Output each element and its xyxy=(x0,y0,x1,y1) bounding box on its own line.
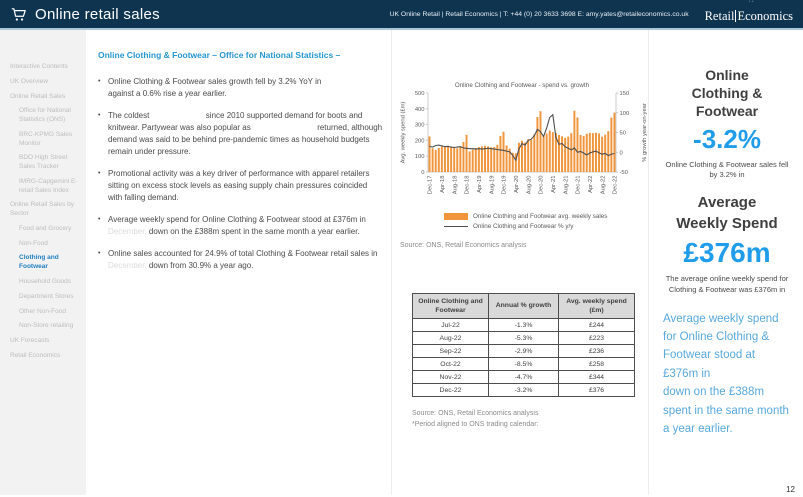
stats-title xyxy=(661,66,793,121)
table-cell: Nov-22 xyxy=(413,371,489,384)
yoy-growth-stat: -3.2% xyxy=(693,123,761,154)
avg-spend-title-line1: Average xyxy=(697,194,757,212)
svg-text:0: 0 xyxy=(619,150,623,157)
bar-series-swatch xyxy=(444,213,468,220)
sales-bar xyxy=(459,146,461,172)
svg-text:50: 50 xyxy=(619,130,626,137)
sales-bar xyxy=(543,136,545,172)
page-title: Online retail sales xyxy=(35,5,160,23)
bullet-text xyxy=(108,110,383,158)
bullet-marker: • xyxy=(98,78,101,85)
svg-text:Aug-22: Aug-22 xyxy=(600,175,607,195)
sales-bar xyxy=(576,117,578,172)
table-cell: £258 xyxy=(559,358,635,371)
sales-bar xyxy=(444,147,446,172)
chart-svg xyxy=(398,80,650,204)
text-segment: Online sales accounted for 24.9% of total Clothing & Footwear retail sales in xyxy=(108,249,378,258)
left-axis-label: Avg. weekly spend (£m) xyxy=(400,101,407,164)
logo-dots: ·· xyxy=(748,0,755,5)
sales-bar xyxy=(490,147,492,172)
highlight-paragraph xyxy=(661,310,793,439)
sidebar-item-online-retail-sales-by-sector[interactable]: Online Retail Sales by Sector xyxy=(10,201,74,218)
sidebar-nav xyxy=(0,30,86,495)
svg-text:Dec-20: Dec-20 xyxy=(538,175,545,195)
svg-text:Aug-21: Aug-21 xyxy=(563,175,570,195)
sidebar-item-imrg-capgemini-e-retail-sales-index[interactable]: IMRG-Capgemini E-retail Sales Index xyxy=(19,177,78,194)
svg-text:0: 0 xyxy=(421,170,425,176)
legend-item-sales xyxy=(444,213,644,220)
table-cell: -5.3% xyxy=(489,332,559,345)
svg-text:100: 100 xyxy=(414,154,425,161)
table-cell: Dec-22 xyxy=(413,384,489,397)
svg-text:500: 500 xyxy=(414,91,425,97)
main-text-column xyxy=(86,30,391,495)
avg-spend-title-line2: Weekly Spend xyxy=(676,214,778,232)
table-head xyxy=(413,294,635,319)
sales-bar xyxy=(429,136,431,172)
sales-bar xyxy=(533,134,535,172)
table-cell: £344 xyxy=(559,371,635,384)
table-cell: £223 xyxy=(559,332,635,345)
sidebar-item-department-stores[interactable]: Department Stores xyxy=(19,292,74,300)
sidebar-item-brc-kpmg-sales-monitor[interactable]: BRC-KPMG Sales Monitor xyxy=(19,130,73,147)
text-segment: Promotional activity was a key driver of performance with apparel retailers sitting on excess stock levels as easing supply chain pressures coincided with falling demand. xyxy=(108,169,370,202)
sales-bar xyxy=(499,136,501,172)
section-heading: Online Clothing & Footwear – Office for National Statistics – xyxy=(98,50,341,60)
svg-text:400: 400 xyxy=(414,106,425,113)
sales-bar xyxy=(435,150,437,172)
sales-bar xyxy=(447,146,449,172)
sales-bar xyxy=(456,148,458,172)
avg-spend-stat: £376m xyxy=(683,236,771,268)
sidebar-item-household-goods[interactable]: Household Goods xyxy=(19,278,72,286)
monthly-data-table xyxy=(412,293,635,397)
text-segment: down from 30.9% a year ago. xyxy=(146,261,254,270)
sales-bar xyxy=(558,135,560,172)
sidebar-item-interactive-contents[interactable]: Interactive Contents xyxy=(10,63,68,70)
bullet-marker: • xyxy=(98,216,101,223)
sidebar-item-uk-overview[interactable]: UK Overview xyxy=(10,77,48,85)
bullet-marker: • xyxy=(98,170,101,177)
table-cell: -3.2% xyxy=(489,384,559,397)
svg-text:Aug-19: Aug-19 xyxy=(489,175,496,195)
sales-bar xyxy=(610,118,612,172)
spend-vs-growth-chart xyxy=(398,80,648,209)
svg-text:Dec-18: Dec-18 xyxy=(464,175,471,195)
bullet-text xyxy=(108,214,383,238)
sales-bar xyxy=(586,134,588,172)
table-row xyxy=(413,358,635,371)
sales-bar xyxy=(527,139,529,172)
redacted-text-gap xyxy=(152,117,204,118)
table-cell: £244 xyxy=(559,319,635,332)
table-cell: £376 xyxy=(559,384,635,397)
stats-column xyxy=(649,30,803,495)
sales-bar xyxy=(484,146,486,172)
table-cell: -2.9% xyxy=(489,345,559,358)
sales-bar xyxy=(549,131,551,172)
text-segment: against a 0.6% rise a year earlier. xyxy=(108,89,227,98)
sales-bar xyxy=(595,133,597,172)
svg-text:Dec-19: Dec-19 xyxy=(501,175,508,195)
table-header-cell: Annual % growth xyxy=(489,294,559,319)
sales-bar xyxy=(613,113,615,172)
sales-bar xyxy=(580,135,582,172)
legend-item-growth xyxy=(444,223,644,230)
sales-bar xyxy=(570,133,572,172)
svg-text:-50: -50 xyxy=(619,170,628,176)
table-body xyxy=(413,319,635,397)
sidebar-item-non-food[interactable]: Non-Food xyxy=(19,239,48,247)
faint-text: December, xyxy=(108,227,147,236)
sidebar-item-uk-forecasts[interactable]: UK Forecasts xyxy=(10,337,50,345)
table-header-cell: Avg. weekly spend (£m) xyxy=(559,294,635,319)
sales-bar xyxy=(524,143,526,172)
svg-text:Aug-18: Aug-18 xyxy=(452,175,459,195)
redacted-text-gap xyxy=(324,83,366,84)
sidebar-item-retail-economics[interactable]: Retail Economics xyxy=(10,351,61,359)
sidebar-item-clothing-and-footwear[interactable]: Clothing and Footwear xyxy=(19,254,59,271)
bullet-text xyxy=(108,76,383,100)
bullet-point xyxy=(98,76,383,100)
text-segment: down on the £388m spent in the same month a year earlier. xyxy=(146,227,360,236)
svg-text:Apr-18: Apr-18 xyxy=(440,175,447,193)
bullet-text xyxy=(108,168,383,204)
table-cell: Aug-22 xyxy=(413,332,489,345)
sales-bar xyxy=(475,148,477,172)
sidebar-item-online-retail-sales[interactable]: Online Retail Sales xyxy=(10,92,66,100)
text-segment: Average weekly spend for Online Clothing & Footwear stood at £376m in xyxy=(108,215,366,224)
sidebar-item-bdo-high-street-sales-tracker[interactable]: BDO High Street Sales Tracker xyxy=(19,154,68,171)
redacted-text-gap xyxy=(253,129,315,130)
right-axis-label: % growth year-on-year xyxy=(642,103,648,162)
header-bar xyxy=(0,0,803,30)
svg-text:Dec-17: Dec-17 xyxy=(427,175,434,195)
svg-text:Apr-19: Apr-19 xyxy=(477,175,484,193)
svg-text:Dec-21: Dec-21 xyxy=(575,175,582,195)
header-contact: UK Online Retail | Retail Economics | T: +44 (0) 20 3633 3698 E: amy.yates@retaileconomics.co.uk xyxy=(389,10,689,18)
table-cell: Oct-22 xyxy=(413,358,489,371)
table-footnote: *Period aligned to ONS trading calendar: xyxy=(412,420,539,428)
text-segment: The coldest xyxy=(108,111,152,120)
table-row xyxy=(413,371,635,384)
sales-bar xyxy=(503,132,505,172)
sales-bar xyxy=(462,142,464,172)
sales-bar xyxy=(469,151,471,172)
stats-title-line1: Online xyxy=(705,67,749,83)
sales-bar xyxy=(561,136,563,172)
legend-label: Online Clothing and Footwear % y/y xyxy=(473,223,574,230)
table-row xyxy=(413,319,635,332)
table-row xyxy=(413,384,635,397)
chart-column xyxy=(391,30,649,495)
svg-text:100: 100 xyxy=(619,110,630,117)
bullet-point xyxy=(98,248,383,272)
sales-bar xyxy=(487,146,489,172)
legend-label: Online Clothing and Footwear avg. weekly sales xyxy=(473,213,608,220)
page-number: 12 xyxy=(786,485,795,494)
svg-text:Apr-21: Apr-21 xyxy=(551,175,558,193)
table-cell: -1.3% xyxy=(489,319,559,332)
table-cell: -8.5% xyxy=(489,358,559,371)
bullet-point xyxy=(98,168,383,204)
sales-bar xyxy=(506,145,508,172)
sales-bar xyxy=(552,132,554,172)
sales-bar xyxy=(573,111,575,172)
bullet-text xyxy=(108,248,383,272)
table-notes xyxy=(412,409,644,430)
faint-text: December, xyxy=(108,261,147,270)
sales-bar xyxy=(481,146,483,172)
svg-text:Aug-20: Aug-20 xyxy=(526,175,533,195)
sales-bar xyxy=(472,150,474,172)
bullet-point xyxy=(98,214,383,238)
sales-bar xyxy=(432,148,434,172)
sidebar-item-food-and-grocery[interactable]: Food and Grocery xyxy=(19,224,72,232)
table-header-row xyxy=(413,294,635,319)
table-row xyxy=(413,345,635,358)
stats-title-line2: Clothing & Footwear xyxy=(691,85,763,120)
sales-bar xyxy=(540,111,542,172)
sales-bar xyxy=(453,148,455,172)
text-segment: returned, although demand was said to be behind pre-pandemic times as household budgets remain under pressure. xyxy=(108,123,383,156)
sales-bar xyxy=(607,131,609,172)
bullet-marker: • xyxy=(98,250,101,257)
svg-text:300: 300 xyxy=(414,122,425,129)
sales-bar xyxy=(493,147,495,172)
sales-bar xyxy=(438,148,440,172)
sales-bar xyxy=(441,146,443,172)
svg-text:Apr-22: Apr-22 xyxy=(588,175,595,193)
svg-text:Dec-22: Dec-22 xyxy=(612,175,619,195)
chart-source: Source: ONS, Retail Economics analysis xyxy=(400,242,527,249)
line-series-swatch xyxy=(444,226,468,227)
sidebar-item-non-store-retailing[interactable]: Non-Store retailing xyxy=(19,322,74,330)
bullet-list xyxy=(98,76,383,272)
chart-title: Online Clothing and Footwear - spend vs. growth xyxy=(454,82,590,89)
table-header-cell: Online Clothing and Footwear xyxy=(413,294,489,319)
table-cell: Jul-22 xyxy=(413,319,489,332)
table-source: Source: ONS, Retail Economics analysis xyxy=(412,410,539,418)
page-content xyxy=(0,30,803,495)
text-segment: Online Clothing & Footwear sales growth fell by 3.2% YoY in xyxy=(108,77,324,86)
sales-bar xyxy=(567,137,569,172)
avg-spend-title xyxy=(661,193,793,234)
text-segment: Average weekly spend for Online Clothing & Footwear stood at £376m in xyxy=(663,312,779,380)
table-cell: -4.7% xyxy=(489,371,559,384)
sales-bar xyxy=(466,135,468,172)
sales-bar xyxy=(564,138,566,172)
sales-bar xyxy=(450,147,452,172)
table-row xyxy=(413,332,635,345)
yoy-growth-caption: Online Clothing & Footwear sales fell by 3.2% in xyxy=(665,159,789,180)
cart-icon xyxy=(10,6,27,23)
sidebar-item-office-for-national-statistics-ons-[interactable]: Office for National Statistics (ONS) xyxy=(19,107,71,124)
svg-text:150: 150 xyxy=(619,91,630,97)
sales-bar xyxy=(530,140,532,172)
retail-economics-logo: ·· Retail Economics xyxy=(704,0,793,23)
bullet-point xyxy=(98,110,383,158)
text-segment: since 2010 supported demand for boots and knitwear. Partywear was also popular as xyxy=(108,111,363,132)
sales-bar xyxy=(478,147,480,172)
sales-bar xyxy=(536,117,538,172)
avg-spend-caption: The average online weekly spend for Clothing & Footwear was £376m in xyxy=(665,273,789,294)
bullet-marker: • xyxy=(98,112,101,119)
table-cell: Sep-22 xyxy=(413,345,489,358)
text-segment: down on the £388m spent in the same month a year earlier. xyxy=(663,386,789,435)
chart-legend xyxy=(444,213,644,230)
table-cell: £236 xyxy=(559,345,635,358)
redacted-text-gap xyxy=(714,376,782,377)
sidebar-item-other-non-food[interactable]: Other Non-Food xyxy=(19,307,66,315)
svg-text:200: 200 xyxy=(414,138,425,145)
svg-text:Apr-20: Apr-20 xyxy=(514,175,521,193)
sales-bar xyxy=(546,133,548,172)
